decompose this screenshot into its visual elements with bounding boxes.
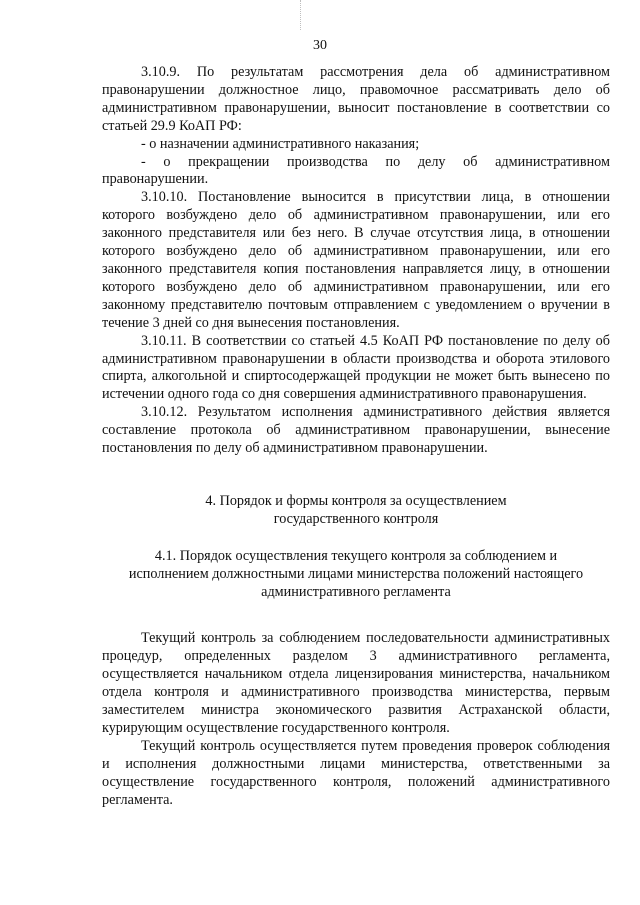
paragraph-control-method: Текущий контроль осуществляется путем проведения проверок соблюдения и исполнения должностными лицами министерства, ответственными за осуществление государственного контроля, положений административного регламента. bbox=[102, 737, 610, 808]
paragraph-current-control: Текущий контроль за соблюдением последовательности административных процедур, определенных разделом 3 административного регламента, осуществляется начальником отдела лицензирования министерства, начальником отдела контроля и административного производства министерства, первым заместителем министра экономического развития Астраханской области, курирующим осуществление государственного контроля. bbox=[102, 630, 610, 736]
subsection-heading bbox=[102, 548, 610, 602]
section-heading bbox=[102, 493, 610, 529]
section-heading-line: 4. Порядок и формы контроля за осуществлением bbox=[205, 492, 507, 509]
list-item-penalty: - о назначении административного наказания; bbox=[141, 135, 420, 152]
binding-mark bbox=[300, 0, 302, 30]
page-content bbox=[102, 64, 610, 810]
subsection-body bbox=[102, 630, 610, 809]
section-heading-line: государственного контроля bbox=[273, 510, 439, 527]
subsection-heading-line: административного регламента bbox=[261, 583, 451, 600]
subsection-heading-line: 4.1. Порядок осуществления текущего контроля за соблюдением и bbox=[154, 547, 558, 564]
page-number: 30 bbox=[313, 38, 327, 53]
paragraph-3-10-12: 3.10.12. Результатом исполнения административного действия является составление протокола об административном правонарушении, вынесение постановления по делу об административном правонарушении. bbox=[102, 404, 610, 457]
paragraph-3-10-11: 3.10.11. В соответствии со статьей 4.5 КоАП РФ постановление по делу об административном правонарушении в области производства и оборота этилового спирта, алкогольной и спиртосодержащей продукции не может быть вынесено по истечении одного года со дня совершения административного правонарушения. bbox=[102, 332, 610, 403]
paragraph-3-10-10: 3.10.10. Постановление выносится в присутствии лица, в отношении которого возбуждено дело об административном правонарушении, или его законного представителя или без него. В случае отсутствия лица, в отношении которого возбуждено дело об административном правонарушении, или его законного представителя копия постановления направляется лицу, в отношении которого возбуждено дело об административном правонарушении, или его законному представителю почтовым отправлением с уведомлением о вручении в течение 3 дней со дня вынесения постановления. bbox=[102, 189, 610, 331]
paragraph-3-10-9: 3.10.9. По результатам рассмотрения дела об административном правонарушении должностное лицо, правомочное рассматривать дело об административном правонарушении, выносит постановление в соответствии со статьей 29.9 КоАП РФ: bbox=[102, 64, 610, 134]
list-item-termination: - о прекращении производства по делу об административном правонарушении. bbox=[102, 153, 610, 188]
subsection-heading-line: исполнением должностными лицами министерства положений настоящего bbox=[128, 565, 584, 582]
